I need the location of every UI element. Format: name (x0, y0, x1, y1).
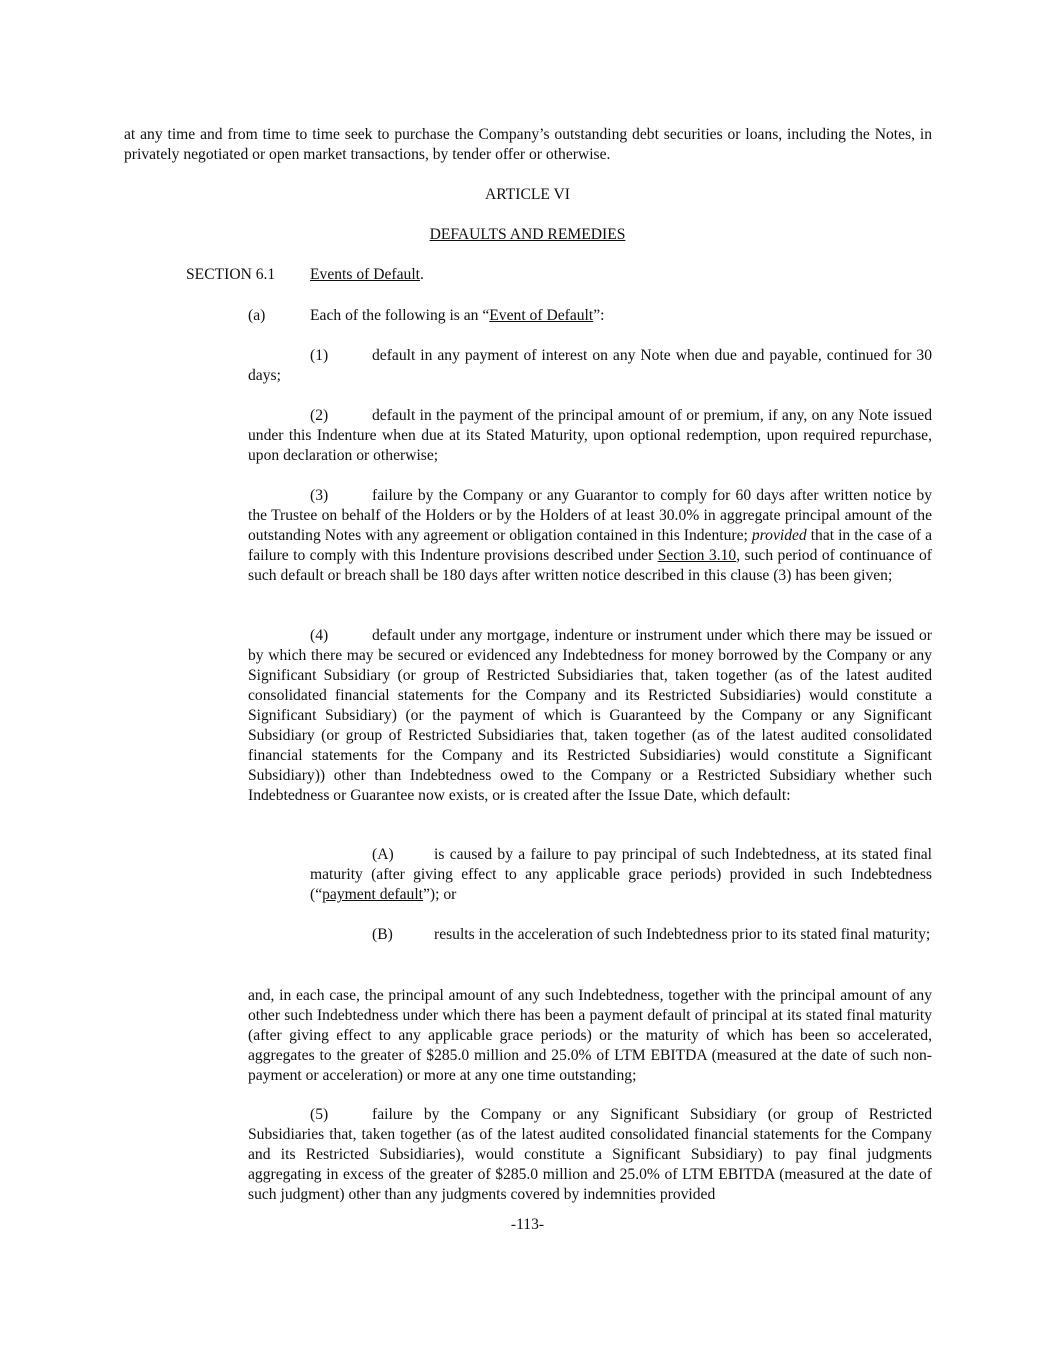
clause-4-text: default under any mortgage, indenture or instrument under which there may be issued or by which there may be secured or evidenced any Indebtedness for money borrowed by the Company or any Significant Subsidiary (or group of Restricted Subsidiaries that, taken together (as of the latest audited consolidated financial statements for the Company and its Restricted Subsidiaries) would constitute a Significant Subsidiary) (or the payment of which is Guaranteed by the Company or any Significant Subsidiary (or group of Restricted Subsidiaries that, taken together (as of the latest audited consolidated financial statements for the Company and its Restricted Subsidiaries) would constitute a Significant Subsidiary)) other than Indebtedness owed to the Company or a Restricted Subsidiary whether such Indebtedness or Guarantee now exists, or is created after the Issue Date, which default: (248, 627, 932, 804)
clause-3 (248, 486, 932, 586)
page-number: -113- (510, 1216, 545, 1233)
clause-2-label: (2) (310, 407, 329, 424)
clause-1 (248, 346, 932, 386)
provided-term: provided (751, 527, 807, 544)
section-label: SECTION 6.1 (186, 266, 276, 283)
clause-4-b-label: (B) (372, 926, 393, 943)
subsection-a (248, 306, 932, 326)
subsection-a-text-before: Each of the following is an “ (310, 307, 490, 324)
subsection-a-label: (a) (248, 307, 266, 324)
clause-4-a-text-2: ”); or (423, 886, 457, 903)
section-title-suffix: . (420, 266, 424, 283)
clause-1-label: (1) (310, 347, 329, 364)
clause-3-text-1: failure by the Company or any Guarantor to comply for 60 days after written notice by the Trustee on behalf of the Holders or by the Holders of at least 30.0% in aggregate principal amount of the outstanding Notes with any agreement or obligation contained in this Indenture; (248, 487, 932, 544)
clause-5 (248, 1105, 932, 1205)
article-title (0, 225, 1055, 245)
clause-2 (248, 406, 932, 466)
intro-paragraph: at any time and from time to time seek to purchase the Company’s outstanding debt securities or loans, including the Notes, in privately negotiated or open market transactions, by tender offer or otherwise. (124, 126, 932, 163)
clause-4-label: (4) (310, 627, 329, 644)
clause-5-text: failure by the Company or any Significant Subsidiary (or group of Restricted Subsidiaries that, taken together (as of the latest audited consolidated financial statements for the Company and its Restricted Subsidiaries), would constitute a Significant Subsidiary) to pay final judgments aggregating in excess of the greater of $285.0 million and 25.0% of LTM EBITDA (measured at the date of such judgment) other than any judgments covered by indemnities provided (248, 1106, 932, 1203)
clause-2-text: default in the payment of the principal amount of or premium, if any, on any Note issued under this Indenture when due at its Stated Maturity, upon optional redemption, upon required repurchase, upon declaration or otherwise; (248, 407, 932, 464)
clause-3-text-3: , such period of continuance of such default or breach shall be 180 days after written notice described in this clause (3) has been given; (248, 547, 932, 584)
clause-1-text: default in any payment of interest on any Note when due and payable, continued for 30 days; (248, 347, 932, 384)
clause-3-label: (3) (310, 487, 329, 504)
event-of-default-term: Event of Default (489, 307, 594, 324)
section-3-10-link[interactable]: Section 3.10 (657, 547, 737, 564)
clause-4-a-text-1: is caused by a failure to pay principal of such Indebtedness, at its stated final maturity (after giving effect to any applicable grace periods) provided in such Indebtedness (“ (310, 846, 932, 903)
clause-4-b-text: results in the acceleration of such Indebtedness prior to its stated final maturity; (434, 926, 931, 943)
article-title-text: DEFAULTS AND REMEDIES (429, 226, 626, 243)
section-heading (186, 265, 932, 285)
clause-5-label: (5) (310, 1106, 329, 1123)
subsection-a-text-after: ”: (593, 307, 605, 324)
payment-default-term: payment default (322, 886, 424, 903)
and-in-each-case-paragraph: and, in each case, the principal amount of any such Indebtedness, together with the principal amount of any other such Indebtedness under which there has been a payment default of principal at its stated final maturity (after giving effect to any applicable grace periods) or the maturity of which has been so accelerated, aggregates to the greater of $285.0 million and 25.0% of LTM EBITDA (measured at the date of such non-payment or acceleration) or more at any one time outstanding; (248, 987, 932, 1084)
clause-4-a (310, 845, 932, 905)
clause-3-text-2: that in the case of a failure to comply with this Indenture provisions described under (248, 527, 932, 564)
clause-4-a-label: (A) (372, 846, 394, 863)
clause-4 (248, 626, 932, 806)
article-number: ARTICLE VI (485, 186, 570, 203)
clause-4-b (310, 925, 932, 945)
section-title: Events of Default (310, 266, 420, 283)
